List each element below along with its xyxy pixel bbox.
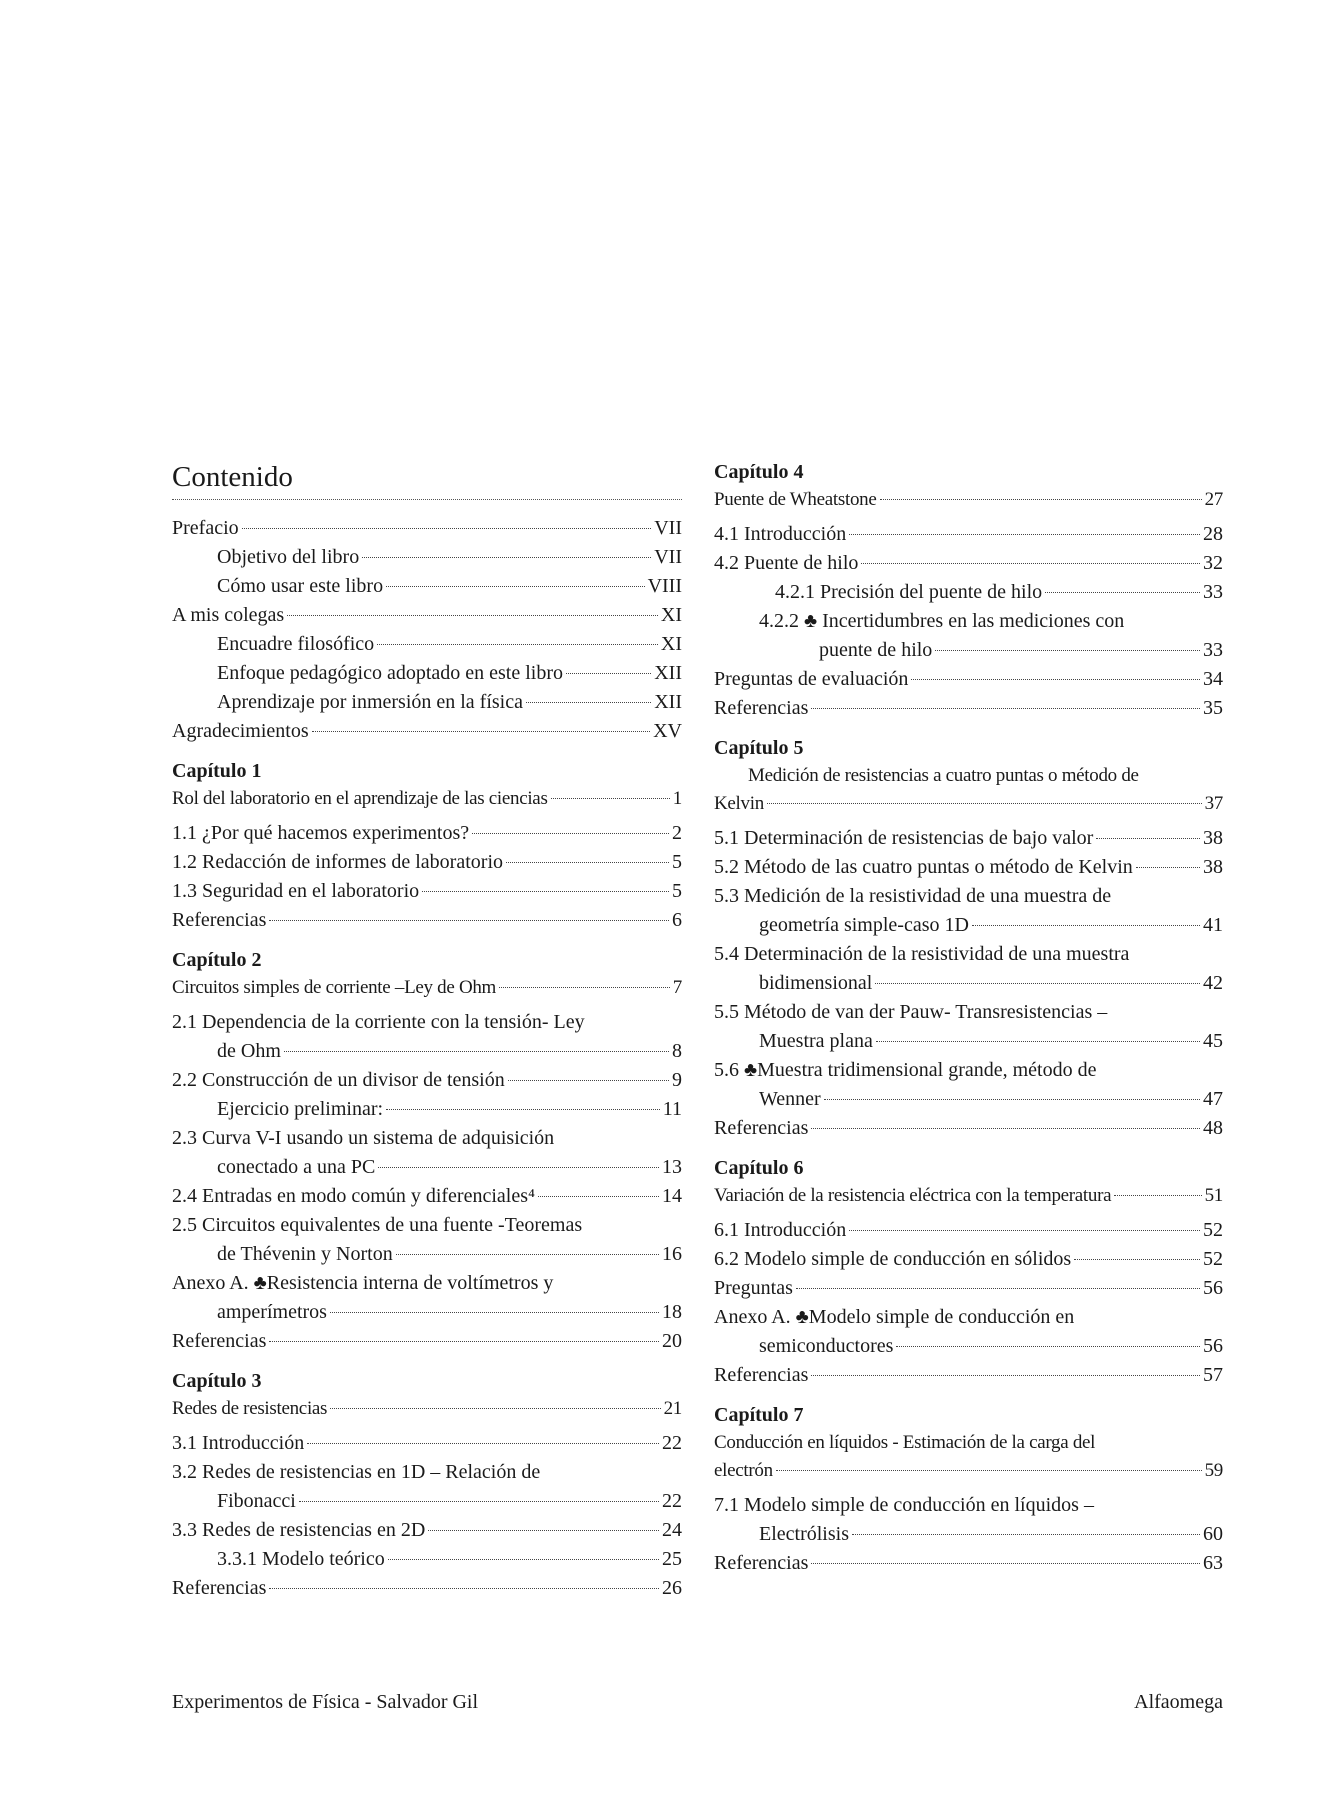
toc-entry-page: 37	[1204, 793, 1223, 814]
toc-entry-page: 47	[1203, 1088, 1223, 1110]
toc-left-list	[172, 514, 682, 1603]
toc-entry	[714, 549, 1223, 578]
dot-leader	[911, 679, 1200, 680]
toc-entry-page: XI	[660, 633, 682, 655]
toc-entry	[172, 1095, 682, 1124]
toc-entry-page: 27	[1204, 489, 1223, 510]
toc-entry-first-line: 2.1 Dependencia de la corriente con la tensión- Ley	[172, 1011, 585, 1033]
toc-entry-page: 56	[1203, 1335, 1223, 1357]
dot-leader	[242, 528, 652, 529]
toc-entry	[714, 1114, 1223, 1143]
dot-leader	[269, 1341, 659, 1342]
dot-leader	[811, 1563, 1200, 1564]
dot-leader	[1045, 592, 1200, 593]
toc-entry	[714, 1245, 1223, 1274]
toc-entry-first-line: 4.2.2 ♣ Incertidumbres en las mediciones con	[759, 610, 1125, 632]
toc-entry-label: 6.1 Introducción	[714, 1219, 847, 1241]
toc-entry	[172, 1487, 682, 1516]
toc-entry-first-line: 3.2 Redes de resistencias en 1D – Relación de	[172, 1461, 541, 1483]
toc-entry-first-line: 5.3 Medición de la resistividad de una muestra de	[714, 885, 1112, 907]
toc-entry-first-line: 5.6 ♣Muestra tridimensional grande, método de	[714, 1059, 1097, 1081]
toc-entry-label: puente de hilo	[819, 639, 933, 661]
dot-leader	[1096, 838, 1200, 839]
toc-entry-label: 2.4 Entradas en modo común y diferenciales⁴	[172, 1185, 535, 1207]
toc-entry	[714, 665, 1223, 694]
toc-entry-page: 52	[1203, 1219, 1223, 1241]
dot-leader	[824, 1099, 1200, 1100]
dot-leader	[935, 650, 1200, 651]
toc-entry-page: 38	[1203, 856, 1223, 878]
toc-entry-label: Referencias	[172, 1330, 267, 1352]
dot-leader	[472, 833, 669, 834]
dot-leader	[377, 644, 658, 645]
toc-entry	[172, 1574, 682, 1603]
toc-entry-page: 35	[1203, 697, 1223, 719]
dot-leader	[896, 1346, 1200, 1347]
toc-entry-page: XII	[654, 691, 682, 713]
dot-leader	[796, 1288, 1200, 1289]
dot-leader	[861, 563, 1200, 564]
toc-entry-label: Preguntas de evaluación	[714, 668, 909, 690]
toc-entry	[172, 630, 682, 659]
toc-entry-page: 51	[1204, 1185, 1223, 1206]
toc-entry-page: 48	[1203, 1117, 1223, 1139]
toc-entry	[172, 1327, 682, 1356]
toc-entry-first-line: 2.5 Circuitos equivalentes de una fuente -Teoremas	[172, 1214, 583, 1236]
toc-entry-label: Cómo usar este libro	[217, 575, 384, 597]
dot-leader	[811, 1375, 1200, 1376]
toc-entry-page: VIII	[647, 575, 682, 597]
chapter-title	[172, 974, 682, 1002]
title-divider	[172, 499, 682, 500]
dot-leader	[506, 862, 669, 863]
toc-entry	[172, 572, 682, 601]
toc-entry-page: 41	[1203, 914, 1223, 936]
toc-entry	[714, 1332, 1223, 1361]
chapter-title	[714, 1457, 1223, 1485]
toc-entry	[714, 694, 1223, 723]
toc-entry-label: Fibonacci	[217, 1490, 296, 1512]
toc-entry-page: 42	[1203, 972, 1223, 994]
dot-leader	[508, 1080, 669, 1081]
toc-entry-label: Circuitos simples de corriente –Ley de Ohm	[172, 977, 497, 998]
toc-entry-label: 4.1 Introducción	[714, 523, 847, 545]
toc-entry-page: 21	[663, 1398, 682, 1419]
toc-entry-page: 63	[1203, 1552, 1223, 1574]
toc-entry	[714, 853, 1223, 882]
toc-entry-page: 57	[1203, 1364, 1223, 1386]
toc-entry	[172, 1153, 682, 1182]
toc-entry	[172, 1545, 682, 1574]
toc-entry-label: Referencias	[714, 1117, 809, 1139]
dot-leader	[330, 1312, 659, 1313]
dot-leader	[386, 586, 644, 587]
toc-entry-label: Prefacio	[172, 517, 239, 539]
toc-entry-label: 1.1 ¿Por qué hacemos experimentos?	[172, 822, 470, 844]
toc-entry-label: 1.2 Redacción de informes de laboratorio	[172, 851, 503, 873]
toc-entry-label: bidimensional	[759, 972, 873, 994]
dot-leader	[388, 1559, 659, 1560]
toc-entry-first-line: 5.4 Determinación de la resistividad de una muestra	[714, 943, 1130, 965]
toc-entry-page: 20	[662, 1330, 682, 1352]
dot-leader	[876, 1041, 1200, 1042]
dot-leader	[538, 1196, 659, 1197]
toc-entry	[172, 543, 682, 572]
dot-leader	[1136, 867, 1200, 868]
toc-entry-label: Referencias	[714, 1364, 809, 1386]
chapter-heading: Capítulo 7	[714, 1404, 804, 1426]
toc-entry-page: 18	[662, 1301, 682, 1323]
toc-entry	[714, 636, 1223, 665]
toc-entry-label: 6.2 Modelo simple de conducción en sólidos	[714, 1248, 1072, 1270]
toc-entry-label: Enfoque pedagógico adoptado en este libro	[217, 662, 563, 684]
chapter-title-line: Conducción en líquidos - Estimación de la carga del	[714, 1432, 1096, 1453]
chapter-title	[714, 486, 1223, 514]
toc-entry-page: 52	[1203, 1248, 1223, 1270]
chapter-heading: Capítulo 2	[172, 949, 262, 971]
toc-entry-label: Referencias	[172, 909, 267, 931]
toc-entry-first-line: 7.1 Modelo simple de conducción en líquidos –	[714, 1494, 1094, 1516]
toc-entry-label: Encuadre filosófico	[217, 633, 375, 655]
toc-entry-label: 5.2 Método de las cuatro puntas o método de Kelvin	[714, 856, 1133, 878]
toc-entry-page: XV	[653, 720, 682, 742]
toc-entry	[172, 601, 682, 630]
toc-entry-first-line: 5.5 Método de van der Pauw- Transresistencias –	[714, 1001, 1108, 1023]
dot-leader	[307, 1443, 659, 1444]
dot-leader	[284, 1051, 669, 1052]
toc-entry	[172, 1182, 682, 1211]
toc-entry	[714, 1361, 1223, 1390]
toc-entry-page: 5	[672, 851, 682, 873]
dot-leader	[299, 1501, 659, 1502]
toc-entry-label: Referencias	[714, 1552, 809, 1574]
toc-entry-page: 8	[672, 1040, 682, 1062]
toc-entry-label: Electrólisis	[759, 1523, 849, 1545]
toc-entry-page: 60	[1203, 1523, 1223, 1545]
dot-leader	[811, 708, 1200, 709]
toc-entry	[172, 659, 682, 688]
chapter-title	[714, 790, 1223, 818]
toc-entry	[172, 1298, 682, 1327]
dot-leader	[1114, 1195, 1201, 1196]
dot-leader	[972, 925, 1200, 926]
dot-leader	[526, 702, 651, 703]
toc-entry-page: 24	[662, 1519, 682, 1541]
toc-entry	[714, 824, 1223, 853]
toc-entry	[172, 906, 682, 935]
chapter-heading: Capítulo 5	[714, 737, 804, 759]
toc-entry-label: Agradecimientos	[172, 720, 309, 742]
toc-entry	[714, 911, 1223, 940]
toc-entry-label: A mis colegas	[172, 604, 285, 626]
dot-leader	[880, 499, 1202, 500]
toc-entry	[172, 514, 682, 543]
chapter-heading: Capítulo 3	[172, 1370, 262, 1392]
toc-entry-label: 3.3 Redes de resistencias en 2D	[172, 1519, 426, 1541]
toc-entry-page: 6	[672, 909, 682, 931]
toc-entry-page: 56	[1203, 1277, 1223, 1299]
toc-entry-page: 45	[1203, 1030, 1223, 1052]
toc-entry-page: 14	[662, 1185, 682, 1207]
toc-entry-page: 2	[672, 822, 682, 844]
toc-entry	[172, 819, 682, 848]
toc-entry-page: 11	[662, 1098, 682, 1120]
dot-leader	[499, 987, 670, 988]
dot-leader	[811, 1128, 1200, 1129]
toc-entry-page: XII	[654, 662, 682, 684]
toc-entry	[172, 877, 682, 906]
toc-entry-label: 4.2 Puente de hilo	[714, 552, 859, 574]
chapter-title	[714, 1182, 1223, 1210]
dot-leader	[386, 1109, 660, 1110]
toc-entry-first-line: Anexo A. ♣Resistencia interna de voltímetros y	[172, 1272, 554, 1294]
toc-entry-label: conectado a una PC	[217, 1156, 376, 1178]
toc-left-column	[172, 458, 682, 1603]
dot-leader	[422, 891, 669, 892]
toc-entry-page: 38	[1203, 827, 1223, 849]
toc-entry	[172, 1516, 682, 1545]
toc-entry-page: 28	[1203, 523, 1223, 545]
toc-entry-label: Rol del laboratorio en el aprendizaje de las ciencias	[172, 788, 548, 809]
toc-entry-label: electrón	[714, 1460, 773, 1481]
toc-entry	[714, 1216, 1223, 1245]
dot-leader	[767, 803, 1202, 804]
toc-entry	[714, 1085, 1223, 1114]
dot-leader	[269, 1588, 659, 1589]
toc-entry-label: 3.3.1 Modelo teórico	[217, 1548, 385, 1570]
toc-entry-label: amperímetros	[217, 1301, 327, 1323]
toc-right-column	[714, 458, 1223, 1578]
toc-entry-page: 26	[662, 1577, 682, 1599]
toc-entry	[172, 717, 682, 746]
toc-entry-label: Puente de Wheatstone	[714, 489, 877, 510]
chapter-heading: Capítulo 6	[714, 1157, 804, 1179]
toc-entry-first-line: 2.3 Curva V-I usando un sistema de adquisición	[172, 1127, 555, 1149]
toc-entry-label: Variación de la resistencia eléctrica con la temperatura	[714, 1185, 1112, 1206]
dot-leader	[875, 983, 1200, 984]
toc-entry	[172, 848, 682, 877]
toc-entry-page: XI	[660, 604, 682, 626]
toc-title: Contenido	[172, 461, 293, 493]
footer-publisher: Alfaomega	[1134, 1691, 1223, 1713]
dot-leader	[330, 1408, 660, 1409]
toc-entry	[714, 578, 1223, 607]
toc-entry	[714, 969, 1223, 998]
toc-entry-page: 22	[662, 1432, 682, 1454]
chapter-heading: Capítulo 1	[172, 760, 262, 782]
chapter-heading: Capítulo 4	[714, 461, 804, 483]
dot-leader	[287, 615, 658, 616]
toc-entry-label: 3.1 Introducción	[172, 1432, 305, 1454]
toc-entry	[714, 1549, 1223, 1578]
toc-entry-page: VII	[654, 517, 682, 539]
toc-entry-label: 5.1 Determinación de resistencias de bajo valor	[714, 827, 1094, 849]
toc-entry	[714, 1027, 1223, 1056]
chapter-title	[172, 785, 682, 813]
dot-leader	[1074, 1259, 1200, 1260]
toc-entry-label: Aprendizaje por inmersión en la física	[217, 691, 523, 713]
dot-leader	[396, 1254, 659, 1255]
toc-entry-label: Kelvin	[714, 793, 764, 814]
toc-entry-label: Muestra plana	[759, 1030, 873, 1052]
toc-entry-page: 1	[672, 788, 682, 809]
toc-entry-label: Wenner	[759, 1088, 821, 1110]
dot-leader	[551, 798, 670, 799]
toc-entry-page: 22	[662, 1490, 682, 1512]
toc-entry	[714, 1520, 1223, 1549]
toc-entry-page: 7	[672, 977, 682, 998]
toc-entry-label: Referencias	[172, 1577, 267, 1599]
toc-entry-label: geometría simple-caso 1D	[759, 914, 969, 936]
dot-leader	[566, 673, 651, 674]
toc-entry-page: 34	[1203, 668, 1223, 690]
toc-entry-label: de Thévenin y Norton	[217, 1243, 393, 1265]
dot-leader	[362, 557, 651, 558]
toc-entry-label: Ejercicio preliminar:	[217, 1098, 384, 1120]
toc-entry	[172, 1429, 682, 1458]
dot-leader	[776, 1470, 1202, 1471]
toc-entry-label: 2.2 Construcción de un divisor de tensión	[172, 1069, 505, 1091]
toc-entry-label: Referencias	[714, 697, 809, 719]
toc-entry	[172, 1240, 682, 1269]
toc-entry-page: VII	[654, 546, 682, 568]
chapter-title-line: Medición de resistencias a cuatro puntas o método de	[748, 765, 1139, 786]
toc-entry-page: 5	[672, 880, 682, 902]
dot-leader	[378, 1167, 659, 1168]
chapter-title	[172, 1395, 682, 1423]
dot-leader	[852, 1534, 1200, 1535]
dot-leader	[269, 920, 669, 921]
toc-entry-page: 16	[662, 1243, 682, 1265]
toc-entry-label: semiconductores	[759, 1335, 894, 1357]
toc-entry-label: Redes de resistencias	[172, 1398, 328, 1419]
toc-entry	[714, 1274, 1223, 1303]
toc-entry	[714, 520, 1223, 549]
toc-right-list	[714, 458, 1223, 1578]
toc-entry-page: 33	[1203, 639, 1223, 661]
toc-entry	[172, 1066, 682, 1095]
toc-entry-page: 13	[662, 1156, 682, 1178]
toc-entry-first-line: Anexo A. ♣Modelo simple de conducción en	[714, 1306, 1075, 1328]
toc-entry	[172, 688, 682, 717]
toc-entry-page: 33	[1203, 581, 1223, 603]
toc-entry-label: Objetivo del libro	[217, 546, 360, 568]
toc-entry-label: 4.2.1 Precisión del puente de hilo	[775, 581, 1043, 603]
toc-entry-page: 25	[662, 1548, 682, 1570]
dot-leader	[849, 534, 1200, 535]
toc-entry-page: 59	[1204, 1460, 1223, 1481]
toc-entry-label: 1.3 Seguridad en el laboratorio	[172, 880, 420, 902]
dot-leader	[849, 1230, 1200, 1231]
toc-entry-page: 9	[672, 1069, 682, 1091]
dot-leader	[428, 1530, 659, 1531]
toc-entry-page: 32	[1203, 552, 1223, 574]
toc-entry	[172, 1037, 682, 1066]
toc-entry-label: de Ohm	[217, 1040, 281, 1062]
dot-leader	[312, 731, 650, 732]
footer-book-title: Experimentos de Física - Salvador Gil	[172, 1691, 479, 1713]
toc-entry-label: Preguntas	[714, 1277, 793, 1299]
